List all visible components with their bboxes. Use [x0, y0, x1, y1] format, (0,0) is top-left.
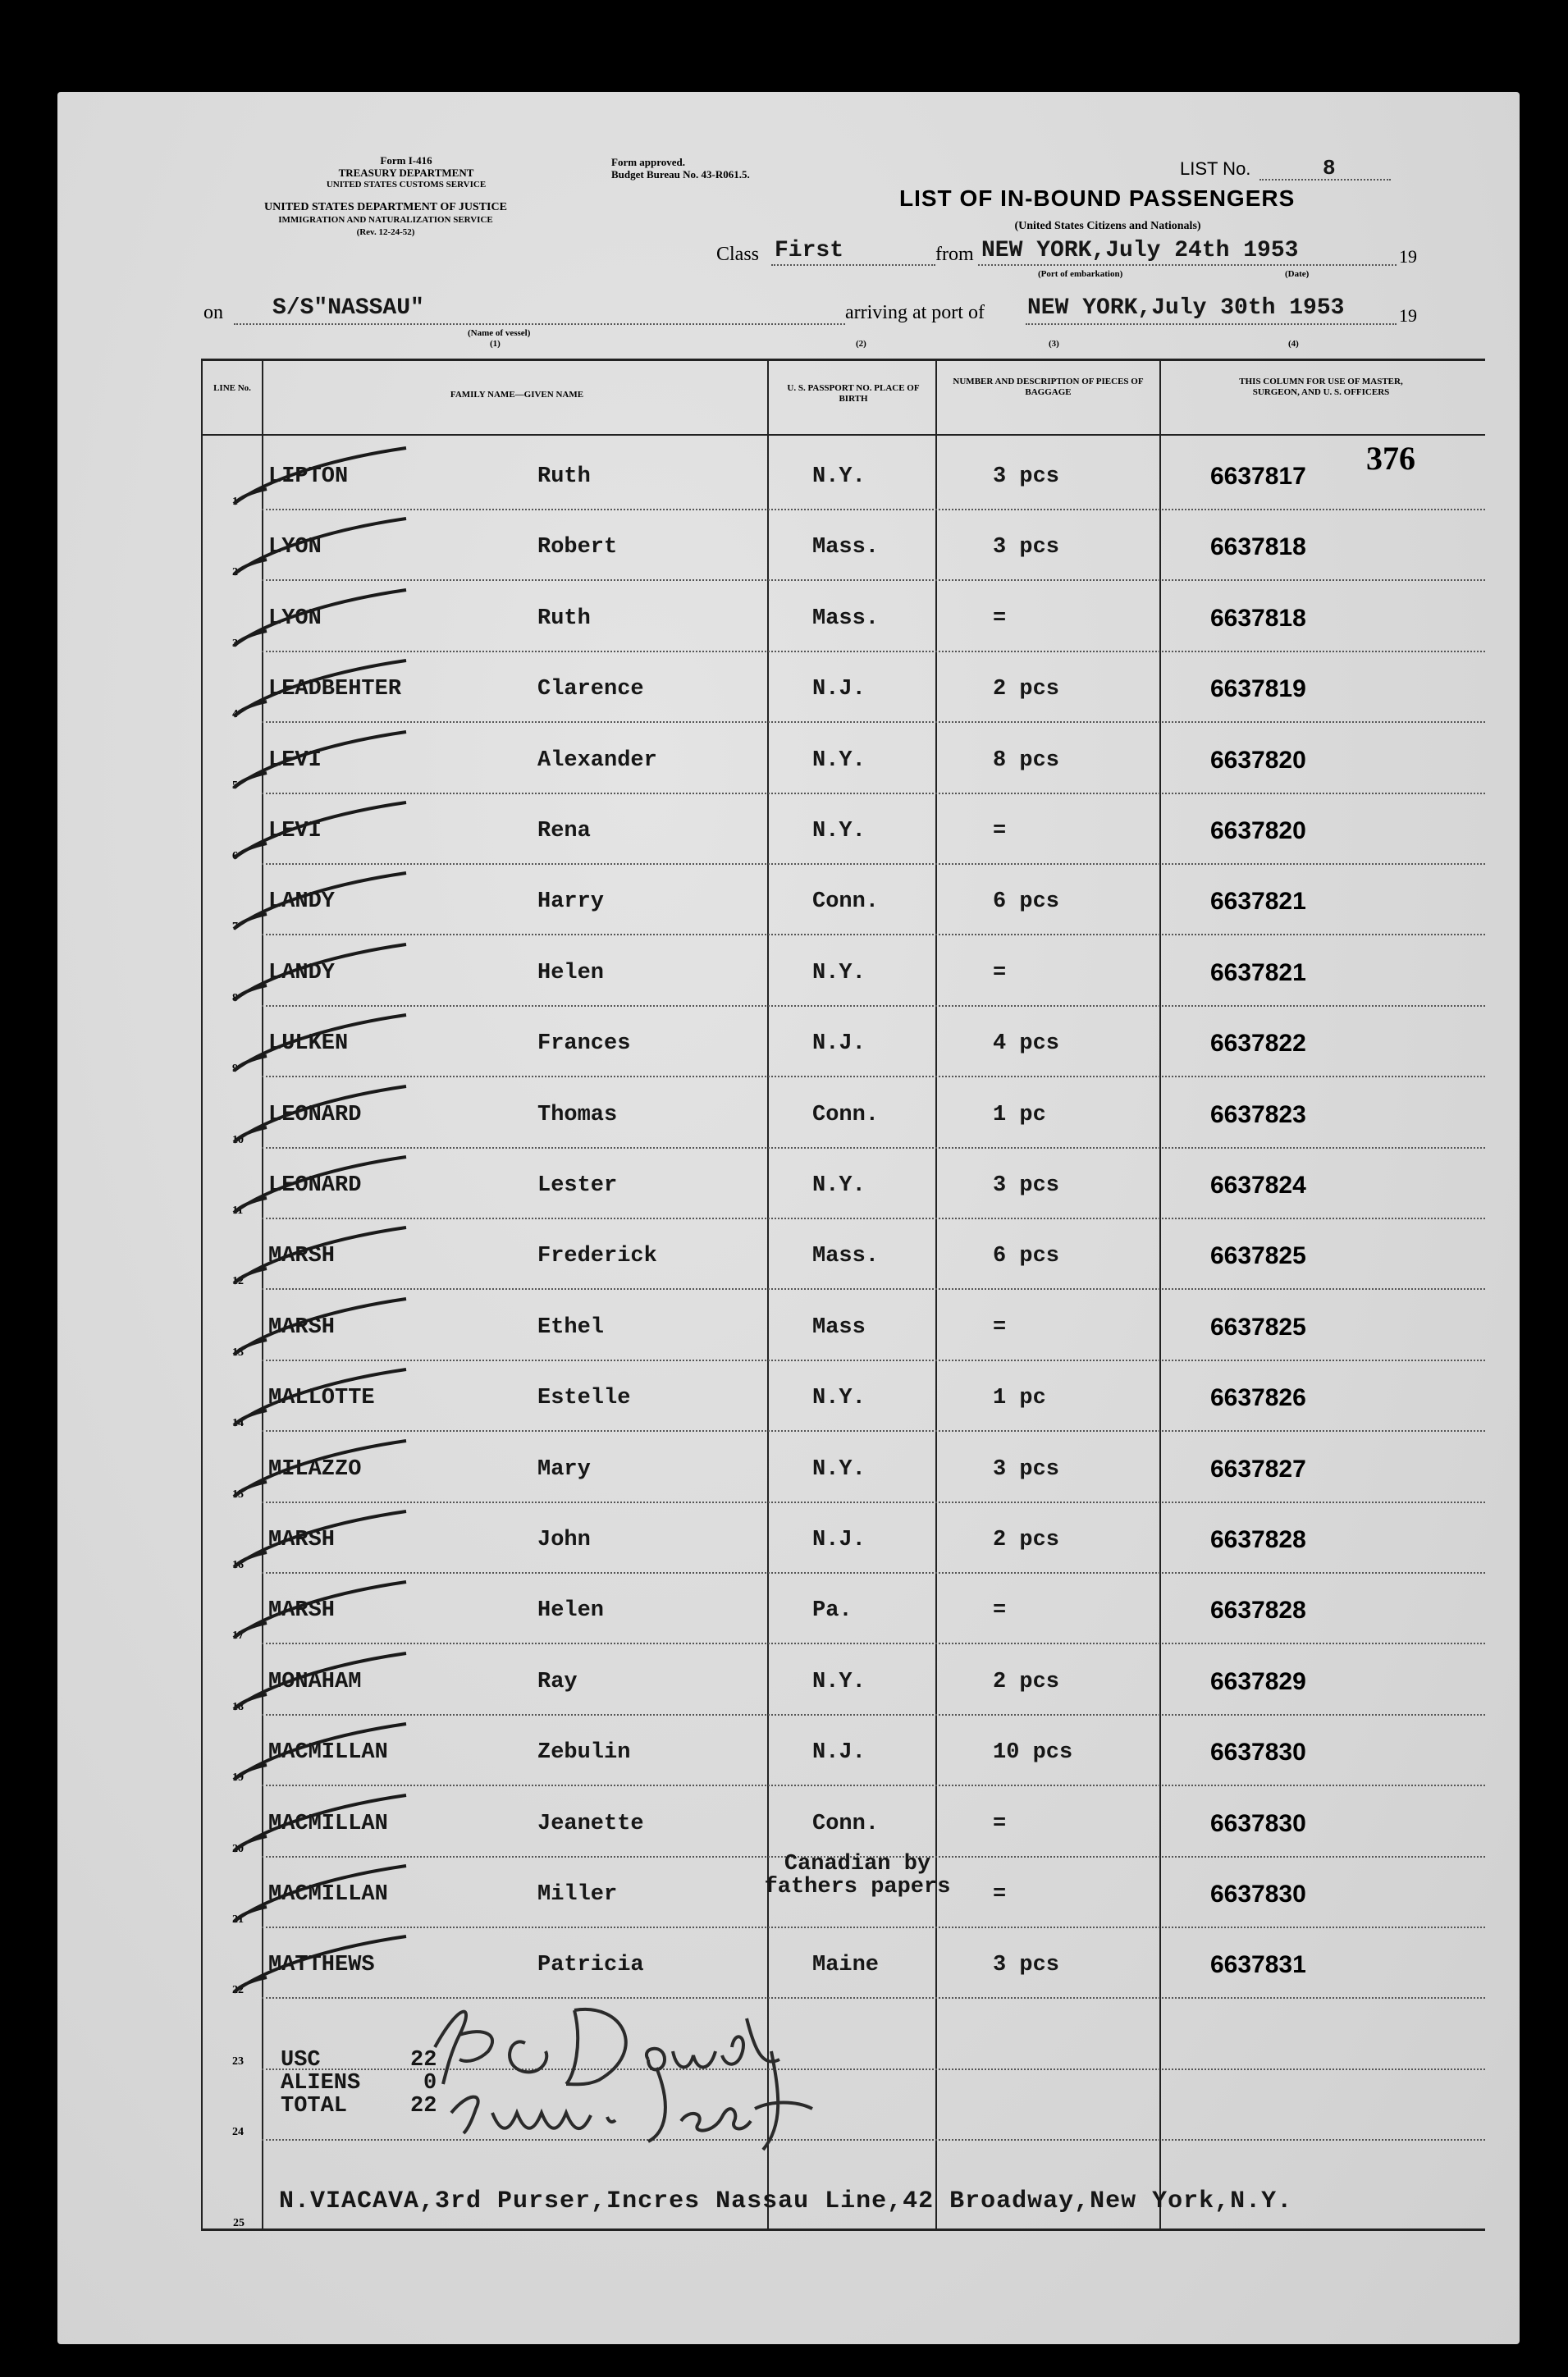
column-header-baggage: NUMBER AND DESCRIPTION OF PIECES OF BAGGAGE: [953, 377, 1144, 397]
given-name: Patricia: [537, 1953, 644, 1978]
vessel-line: [234, 323, 845, 325]
given-name: John: [537, 1528, 591, 1552]
line-number: 17: [232, 1630, 244, 1643]
officer-entry: 6637821: [1210, 888, 1306, 916]
table-row: [201, 1645, 1485, 1716]
baggage: 6 pcs: [993, 889, 1060, 915]
aliens-label: ALIENS: [281, 2071, 361, 2096]
given-name: Harry: [537, 889, 605, 915]
given-name: Mary: [537, 1456, 591, 1482]
form-approved: Form approved.: [611, 156, 686, 168]
baggage: 3 pcs: [993, 1173, 1060, 1198]
place-of-birth: Conn.: [812, 1102, 880, 1127]
given-name: Lester: [537, 1173, 618, 1198]
column-header-officers: THIS COLUMN FOR USE OF MASTER, SURGEON, AND U. S. OFFICERS: [1239, 377, 1403, 397]
purser-statement: N.VIACAVA,3rd Purser,Incres Nassau Line,42 Broadway,New York,N.Y.: [279, 2187, 1293, 2215]
customs-service: UNITED STATES CUSTOMS SERVICE: [326, 180, 487, 190]
table-row: [201, 652, 1485, 723]
column-header-passport: U. S. PASSPORT NO. PLACE OF BIRTH: [787, 383, 920, 404]
baggage: 8 pcs: [993, 747, 1060, 773]
line-number: 11: [232, 1204, 244, 1217]
column-caption-3: (3): [1049, 339, 1059, 349]
officer-entry: 6637830: [1210, 1881, 1306, 1908]
line-number: 6: [232, 850, 238, 862]
table-row: [201, 510, 1485, 581]
line-25-number: 25: [233, 2217, 245, 2229]
given-name: Ruth: [537, 464, 591, 489]
baggage: 3 pcs: [993, 535, 1060, 560]
given-name: Miller: [537, 1882, 618, 1907]
place-of-birth: N.J.: [812, 1031, 866, 1057]
page-title: LIST OF IN-BOUND PASSENGERS: [899, 185, 1296, 211]
officer-entry: 6637825: [1210, 1242, 1306, 1270]
line-number: 1: [232, 496, 238, 508]
table-row: [201, 582, 1485, 652]
table-row: [201, 1291, 1485, 1361]
family-name: MONAHAM: [268, 1669, 362, 1694]
table-row: [201, 1928, 1485, 1999]
table-row: [201, 1433, 1485, 1503]
budget-bureau: Budget Bureau No. 43-R061.5.: [611, 168, 750, 181]
family-name: LANDY: [268, 889, 336, 915]
table-row: [201, 865, 1485, 935]
place-of-birth: N.J.: [812, 1740, 866, 1766]
line-number: 18: [232, 1700, 244, 1713]
given-name: Thomas: [537, 1102, 618, 1127]
officer-entry: 6637818: [1210, 533, 1306, 561]
family-name: MATTHEWS: [268, 1953, 375, 1978]
officer-entry: 6637817: [1210, 463, 1306, 490]
given-name: Ethel: [537, 1314, 605, 1340]
place-of-birth: Maine: [812, 1953, 880, 1978]
line-number: 14: [232, 1417, 244, 1430]
family-name: MARSH: [268, 1598, 336, 1624]
arriving-line: [1026, 323, 1397, 325]
family-name: MARSH: [268, 1244, 336, 1269]
place-of-birth: Conn.: [812, 1811, 880, 1836]
table-row: [201, 1078, 1485, 1149]
ins-service: IMMIGRATION AND NATURALIZATION SERVICE: [278, 215, 493, 225]
officer-entry: 6637826: [1210, 1384, 1306, 1412]
justice-dept: UNITED STATES DEPARTMENT OF JUSTICE: [264, 201, 507, 213]
family-name: MACMILLAN: [268, 1811, 388, 1836]
table-row: [201, 1149, 1485, 1219]
family-name: LIPTON: [268, 464, 349, 489]
family-name: LANDY: [268, 960, 336, 985]
place-of-birth: Mass.: [812, 1244, 880, 1269]
column-header-name: FAMILY NAME—GIVEN NAME: [450, 390, 584, 400]
stamped-page-number: 376: [1366, 440, 1415, 477]
officer-entry: 6637825: [1210, 1313, 1306, 1341]
baggage: =: [993, 606, 1007, 631]
given-name: Helen: [537, 1598, 605, 1624]
table-row: [201, 1219, 1485, 1290]
officer-entry: 6637830: [1210, 1739, 1306, 1767]
baggage: =: [993, 1882, 1007, 1907]
family-name: MALLOTTE: [268, 1386, 375, 1411]
aliens-count: 0: [423, 2071, 437, 2096]
given-name: Zebulin: [537, 1740, 631, 1766]
place-of-birth: Canadian by fathers papers: [764, 1852, 951, 1899]
given-name: Rena: [537, 819, 591, 843]
given-name: Clarence: [537, 677, 644, 702]
arriving-value: NEW YORK,July 30th 1953: [1027, 295, 1345, 321]
inspector-signature: [410, 1969, 837, 2158]
place-of-birth: N.Y.: [812, 747, 866, 773]
line-number: 13: [232, 1346, 244, 1359]
table-row: [201, 2070, 1485, 2141]
baggage: 1 pc: [993, 1102, 1046, 1127]
from-year-suffix: 19: [1399, 246, 1417, 267]
officer-entry: 6637831: [1210, 1951, 1306, 1979]
given-name: Estelle: [537, 1386, 631, 1411]
table-row: [201, 1361, 1485, 1432]
place-of-birth: N.Y.: [812, 960, 866, 985]
table-row: [201, 2000, 1485, 2070]
table-row: [201, 1007, 1485, 1077]
place-of-birth: N.Y.: [812, 1173, 866, 1198]
total-label: TOTAL: [281, 2094, 348, 2119]
baggage: 2 pcs: [993, 677, 1060, 702]
column-caption-2: (2): [856, 339, 866, 349]
family-name: LEONARD: [268, 1102, 362, 1127]
place-of-birth: N.Y.: [812, 1456, 866, 1482]
table-row: [201, 936, 1485, 1007]
officer-entry: 6637828: [1210, 1526, 1306, 1553]
place-of-birth: N.J.: [812, 1528, 866, 1552]
line-number: 23: [232, 2055, 244, 2068]
place-of-birth: Mass.: [812, 535, 880, 560]
usc-count: 22: [410, 2048, 437, 2073]
officer-entry: 6637821: [1210, 958, 1306, 986]
line-number: 21: [232, 1913, 244, 1926]
baggage: 3 pcs: [993, 464, 1060, 489]
given-name: Helen: [537, 960, 605, 985]
officer-entry: 6637828: [1210, 1597, 1306, 1625]
arriving-label: arriving at port of: [845, 302, 985, 323]
place-of-birth: Mass.: [812, 606, 880, 631]
column-caption-1: (1): [490, 339, 501, 349]
place-of-birth: N.Y.: [812, 1386, 866, 1411]
place-of-birth: Conn.: [812, 889, 880, 915]
date-caption: (Date): [1285, 269, 1310, 279]
form-revision: (Rev. 12-24-52): [356, 227, 415, 237]
family-name: LULKEN: [268, 1031, 349, 1057]
line-number: 24: [232, 2126, 244, 2139]
table-row: [201, 794, 1485, 865]
from-line: [978, 264, 1397, 266]
officer-entry: 6637822: [1210, 1030, 1306, 1058]
total-count: 22: [410, 2094, 437, 2119]
treasury-dept: TREASURY DEPARTMENT: [338, 167, 474, 179]
column-header-line-no: LINE No.: [213, 383, 251, 393]
page-subtitle: (United States Citizens and Nationals): [1014, 220, 1201, 232]
officer-entry: 6637829: [1210, 1667, 1306, 1695]
baggage: 4 pcs: [993, 1031, 1060, 1057]
from-label: from: [935, 244, 974, 265]
family-name: LYON: [268, 606, 322, 631]
given-name: Alexander: [537, 747, 657, 773]
baggage: 1 pc: [993, 1386, 1046, 1411]
line-number: 10: [232, 1133, 244, 1146]
baggage: 2 pcs: [993, 1669, 1060, 1694]
officer-entry: 6637818: [1210, 604, 1306, 632]
line-number: 19: [232, 1771, 244, 1785]
family-name: LEVI: [268, 747, 322, 773]
line-number: 9: [232, 1063, 238, 1076]
line-number: 4: [232, 708, 238, 721]
line-number: 3: [232, 637, 238, 650]
line-number: 12: [232, 1275, 244, 1288]
family-name: LYON: [268, 535, 322, 560]
table-row: [201, 1503, 1485, 1574]
family-name: MARSH: [268, 1314, 336, 1340]
baggage: =: [993, 1598, 1007, 1624]
class-line: [771, 264, 935, 266]
table-row: [201, 1574, 1485, 1644]
baggage: 6 pcs: [993, 1244, 1060, 1269]
table-row: [201, 1716, 1485, 1786]
arriving-year-suffix: 19: [1399, 305, 1417, 326]
family-name: MARSH: [268, 1528, 336, 1552]
officer-entry: 6637823: [1210, 1100, 1306, 1128]
baggage: 3 pcs: [993, 1953, 1060, 1978]
baggage: =: [993, 819, 1007, 843]
line-number: 22: [232, 1984, 244, 1997]
class-value: First: [775, 238, 844, 263]
given-name: Frederick: [537, 1244, 657, 1269]
line-number: 7: [232, 921, 238, 934]
officer-entry: 6637830: [1210, 1809, 1306, 1837]
baggage: 10 pcs: [993, 1740, 1073, 1766]
list-no-value: 8: [1323, 156, 1336, 181]
officer-entry: 6637819: [1210, 675, 1306, 703]
vessel-caption: (Name of vessel): [468, 328, 531, 338]
baggage: =: [993, 1314, 1007, 1340]
family-name: MILAZZO: [268, 1456, 362, 1482]
line-number: 20: [232, 1842, 244, 1855]
family-name: LEONARD: [268, 1173, 362, 1198]
officer-entry: 6637820: [1210, 746, 1306, 774]
column-caption-4: (4): [1288, 339, 1299, 349]
table-row: [201, 724, 1485, 794]
given-name: Robert: [537, 535, 618, 560]
given-name: Frances: [537, 1031, 631, 1057]
table-row: [201, 440, 1485, 510]
list-no-label: LIST No.: [1180, 158, 1251, 179]
baggage: =: [993, 960, 1007, 985]
table-row: [201, 1787, 1485, 1858]
baggage: 2 pcs: [993, 1528, 1060, 1552]
baggage: 3 pcs: [993, 1456, 1060, 1482]
line-number: 2: [232, 566, 238, 579]
baggage: =: [993, 1811, 1007, 1836]
given-name: Ruth: [537, 606, 591, 631]
table-row: [201, 1852, 1485, 1928]
given-name: Ray: [537, 1669, 578, 1694]
family-name: MACMILLAN: [268, 1882, 388, 1907]
family-name: MACMILLAN: [268, 1740, 388, 1766]
officer-entry: 6637824: [1210, 1172, 1306, 1199]
place-of-birth: N.Y.: [812, 464, 866, 489]
family-name: LEVI: [268, 819, 322, 843]
line-number: 15: [232, 1488, 244, 1501]
line-number: 5: [232, 779, 238, 792]
given-name: Jeanette: [537, 1811, 644, 1836]
usc-label: USC: [281, 2048, 321, 2073]
port-caption: (Port of embarkation): [1038, 269, 1123, 279]
line-number: 8: [232, 991, 238, 1004]
place-of-birth: Pa.: [812, 1598, 853, 1624]
from-value: NEW YORK,July 24th 1953: [981, 238, 1299, 263]
place-of-birth: N.Y.: [812, 819, 866, 843]
place-of-birth: N.J.: [812, 677, 866, 702]
officer-entry: 6637827: [1210, 1455, 1306, 1483]
class-label: Class: [716, 244, 760, 265]
on-label: on: [203, 302, 223, 323]
vessel-name: S/S"NASSAU": [272, 295, 424, 321]
place-of-birth: N.Y.: [812, 1669, 866, 1694]
place-of-birth: Mass: [812, 1314, 866, 1340]
family-name: LEADBEHTER: [268, 677, 402, 702]
line-number: 16: [232, 1559, 244, 1571]
form-number: Form I-416: [380, 154, 432, 167]
officer-entry: 6637820: [1210, 817, 1306, 844]
